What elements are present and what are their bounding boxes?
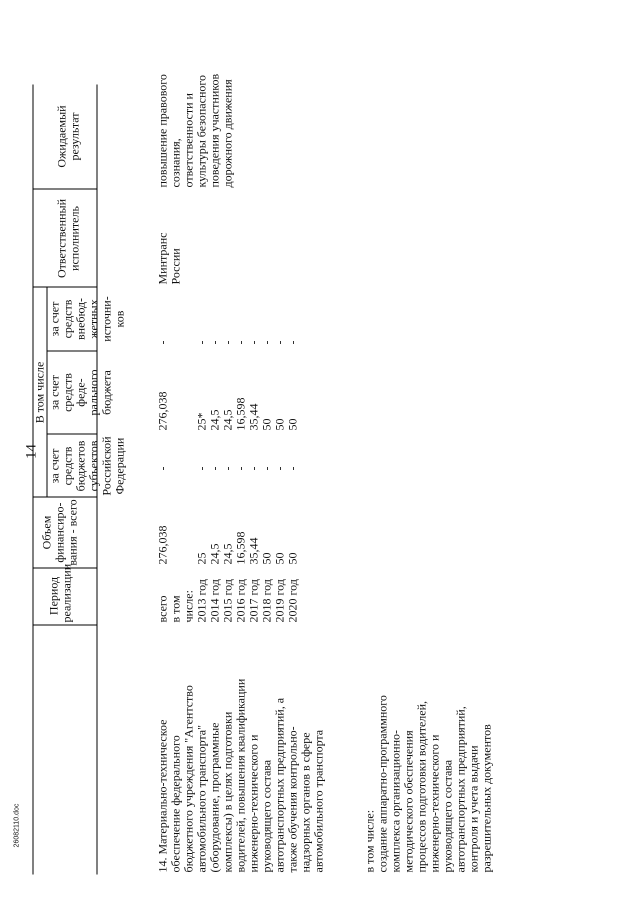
header-including: В том числе xyxy=(32,361,47,424)
header-executor: Ответственный исполнитель xyxy=(54,198,82,279)
activity-including-text: в том числе: создание аппаратно-программного комплекса организационно- методического обеспечения процессов подготовки водителей, инженерно-технического и руководящего состава автотранспортных предприятий, контроля и учета выдачи разрешительных документов xyxy=(362,695,494,873)
page-number: 14 xyxy=(23,444,40,459)
executor-value: Минтранс России xyxy=(155,232,183,285)
header-federal: за счет средств феде- рального бюджета xyxy=(47,369,114,416)
period-values: всего в том числе: 2013 год 2014 год 2015 год 2016 год 2017 год 2018 год 2019 год 2020 год xyxy=(155,579,300,623)
federal-values: 276,038 25* 24,5 24,5 16,598 35,44 50 50 50 xyxy=(155,391,300,431)
header-regional: за счет средств бюджетов субъектов Российской Федерации xyxy=(47,436,127,496)
col-divider-7 xyxy=(33,189,97,190)
activity-text: 14. Материально-техническое обеспечение федерального бюджетного учреждения "Агентство автомобильного транспорта" (оборудование, программные комплексы) в целях подготовки водителей, повышения квалификации инженерно-технического и руководящего состава автотранспортных предприятий, а также обучения контрольно- надзорных органов в сфере автомобильного транспорта xyxy=(155,678,326,873)
header-extrabudget: за счет средств внебюд- жетных источни- ков xyxy=(47,296,127,342)
volume-values: 276,038 25 24,5 24,5 16,598 35,44 50 50 50 xyxy=(155,525,300,565)
col-divider-4 xyxy=(47,434,97,435)
footer-code: 26082110.doc xyxy=(13,803,21,848)
header-result: Ожидаемый результат xyxy=(54,105,82,168)
regional-values: - - - - - - - - - xyxy=(155,466,300,471)
header-period: Период реализации xyxy=(46,563,74,623)
result-value: повышение правового сознания, ответственности и культуры безопасного поведения участников дорожного движения xyxy=(155,73,235,188)
col-divider-5 xyxy=(47,351,97,352)
col-divider-1 xyxy=(33,625,97,626)
extrabudget-values: - - - - - - - - - xyxy=(155,340,300,345)
header-volume: Объем финансиро- вания - всего xyxy=(39,499,80,566)
